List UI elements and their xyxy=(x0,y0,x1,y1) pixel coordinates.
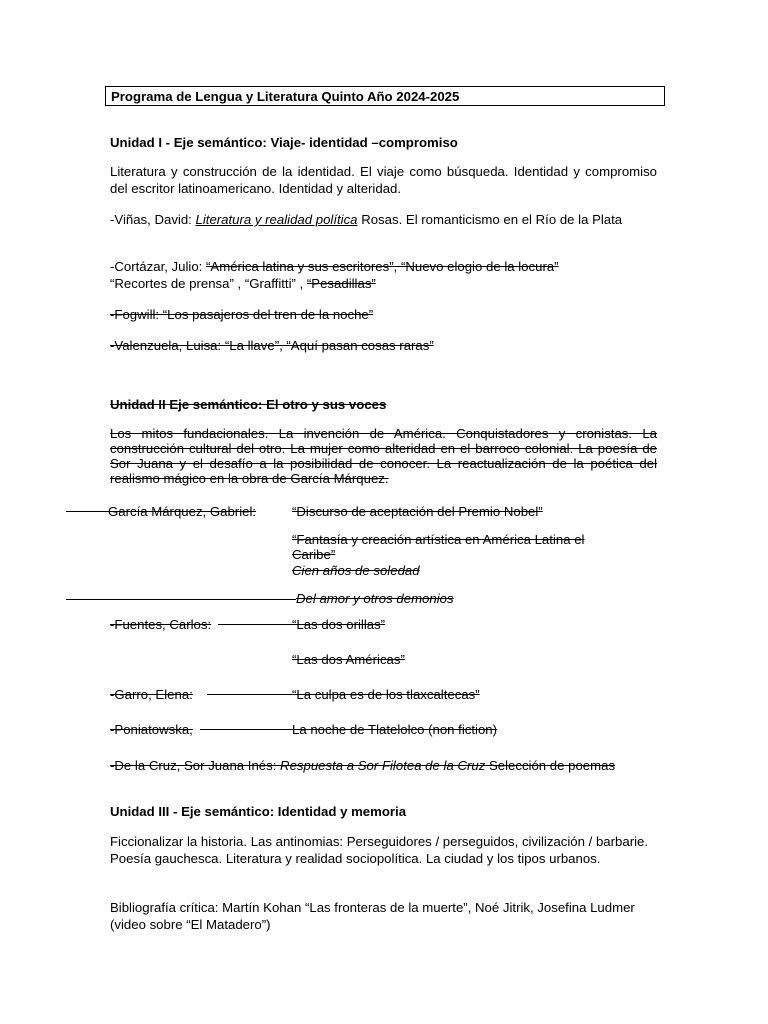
garcia-work2a: “Fantasía y creación artística en América Latina el xyxy=(292,532,585,547)
vinas-work: Literatura y realidad política xyxy=(195,212,358,227)
garro-author: -Garro, Elena: xyxy=(110,687,193,702)
unit1-cortazar xyxy=(110,258,657,292)
cortazar-works-struck: “América latina y sus escritores”, “Nuevo elogio de la locura” xyxy=(206,259,559,274)
unit1-heading: Unidad I - Eje semántico: Viaje- identidad –compromiso xyxy=(110,135,458,150)
unit2-intro: Los mitos fundacionales. La invención de América. Conquistadores y cronistas. La construcción cultural del otro. La mujer como alteridad en el barroco colonial. La poesía de Sor Juana y el desafío a la posibilidad de conocer. La reactualización de la poética del realismo mágico en la obra de García Márquez. xyxy=(110,426,657,486)
unit1-vinas xyxy=(110,211,657,228)
garcia-work1: “Discurso de aceptación del Premio Nobel” xyxy=(292,504,543,519)
garcia-work3: Cien años de soledad xyxy=(292,563,420,578)
unit1-valenzuela: -Valenzuela, Luisa: “La llave”, “Aquí pasan cosas raras” xyxy=(110,338,434,353)
cortazar-pesadillas: “Pesadillas” xyxy=(306,276,376,291)
unit3-intro: Ficcionalizar la historia. Las antinomias: Perseguidores / perseguidos, civilización / barbarie. Poesía gauchesca. Literatura y realidad sociopolítica. La ciudad y los tipos urbanos. xyxy=(110,834,649,866)
unit3-bibliography: Bibliografía crítica: Martín Kohan “Las fronteras de la muerte”, Noé Jitrik, Josefina Ludmer (video sobre “El Matadero”) xyxy=(110,900,635,932)
fuentes-work2: “Las dos Américas” xyxy=(292,652,405,667)
fuentes-author: -Fuentes, Carlos: xyxy=(110,617,212,632)
unit1-fogwill: -Fogwill: “Los pasajeros del tren de la noche” xyxy=(110,307,374,322)
unit1-intro: Literatura y construcción de la identidad. El viaje como búsqueda. Identidad y compromiso del escritor latinoamericano. Identidad y alteridad. xyxy=(110,164,657,196)
garcia-author: García Márquez, Gabriel: xyxy=(108,504,257,519)
cortazar-line2: “Recortes de prensa” , “Graffitti” , xyxy=(110,276,307,291)
vinas-prefix: -Viñas, David: xyxy=(110,212,196,227)
delacruz-work: Respuesta a Sor Filotea de la Cruz xyxy=(280,758,486,773)
garcia-work4: Del amor y otros demonios xyxy=(296,591,454,606)
rule-poniatowska xyxy=(200,729,292,730)
unit2-heading: Unidad II Eje semántico: El otro y sus voces xyxy=(110,397,387,412)
rule-garcia-left xyxy=(66,511,108,512)
delacruz-suffix: Selección de poemas xyxy=(485,758,616,773)
cortazar-prefix: -Cortázar, Julio: xyxy=(110,259,207,274)
delacruz-line xyxy=(110,757,615,774)
poniatowska-work: La noche de Tlatelolco (non fiction) xyxy=(292,722,498,737)
rule-garro xyxy=(207,694,292,695)
delacruz-author: -De la Cruz, Sor Juana Inés: xyxy=(110,758,281,773)
poniatowska-author: -Poniatowska, xyxy=(110,722,193,737)
fuentes-work1: “Las dos orillas” xyxy=(292,617,386,632)
rule-garcia-bottom xyxy=(66,599,296,600)
program-title: Programa de Lengua y Literatura Quinto Año 2024-2025 xyxy=(105,86,665,106)
rule-fuentes xyxy=(218,624,292,625)
vinas-suffix: Rosas. El romanticismo en el Río de la Plata xyxy=(357,212,623,227)
garro-work: “La culpa es de los tlaxcaltecas” xyxy=(292,687,480,702)
garcia-work2b: Caribe” xyxy=(292,547,336,562)
unit3-heading: Unidad III - Eje semántico: Identidad y memoria xyxy=(110,804,407,819)
